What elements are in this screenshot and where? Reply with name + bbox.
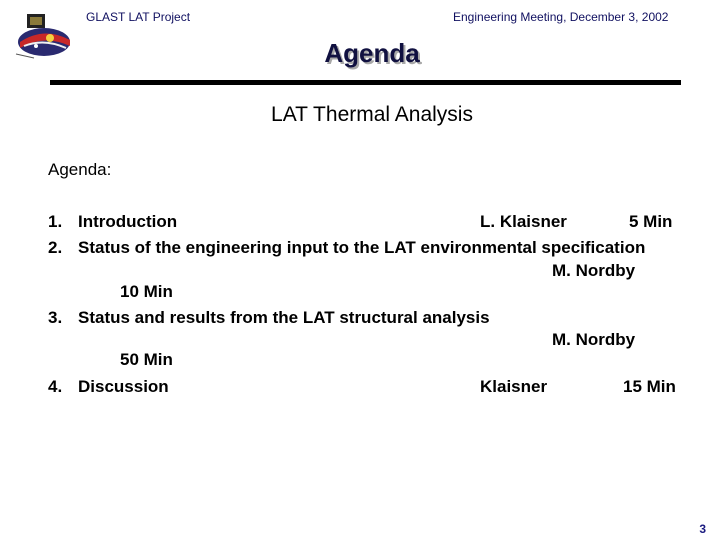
agenda-item-duration: 15 Min xyxy=(623,377,676,396)
agenda-item-duration: 10 Min xyxy=(120,282,173,301)
meeting-info: Engineering Meeting, December 3, 2002 xyxy=(453,10,669,24)
agenda-item-number: 2. xyxy=(48,238,63,257)
agenda-item-duration: 5 Min xyxy=(629,212,673,231)
title-divider xyxy=(50,80,681,85)
agenda-item-topic: Discussion xyxy=(78,377,169,396)
agenda-label: Agenda: xyxy=(48,160,112,179)
agenda-item-presenter: M. Nordby xyxy=(552,330,636,349)
slide-subtitle: LAT Thermal Analysis xyxy=(271,103,473,126)
agenda-item-presenter: L. Klaisner xyxy=(480,212,567,231)
agenda-item-presenter: M. Nordby xyxy=(552,261,636,280)
agenda-item-presenter: Klaisner xyxy=(480,377,548,396)
slide-title: Agenda xyxy=(324,38,420,68)
agenda-item-number: 1. xyxy=(48,212,63,231)
agenda-item-topic: Introduction xyxy=(78,212,178,231)
agenda-item-topic: Status and results from the LAT structural analysis xyxy=(78,308,490,327)
agenda-item-number: 4. xyxy=(48,377,63,396)
agenda-item-duration: 50 Min xyxy=(120,350,173,369)
project-name: GLAST LAT Project xyxy=(86,10,191,24)
page-number: 3 xyxy=(699,522,706,536)
agenda-item-number: 3. xyxy=(48,308,63,327)
agenda-item-topic: Status of the engineering input to the LAT environmental specification xyxy=(78,238,646,257)
